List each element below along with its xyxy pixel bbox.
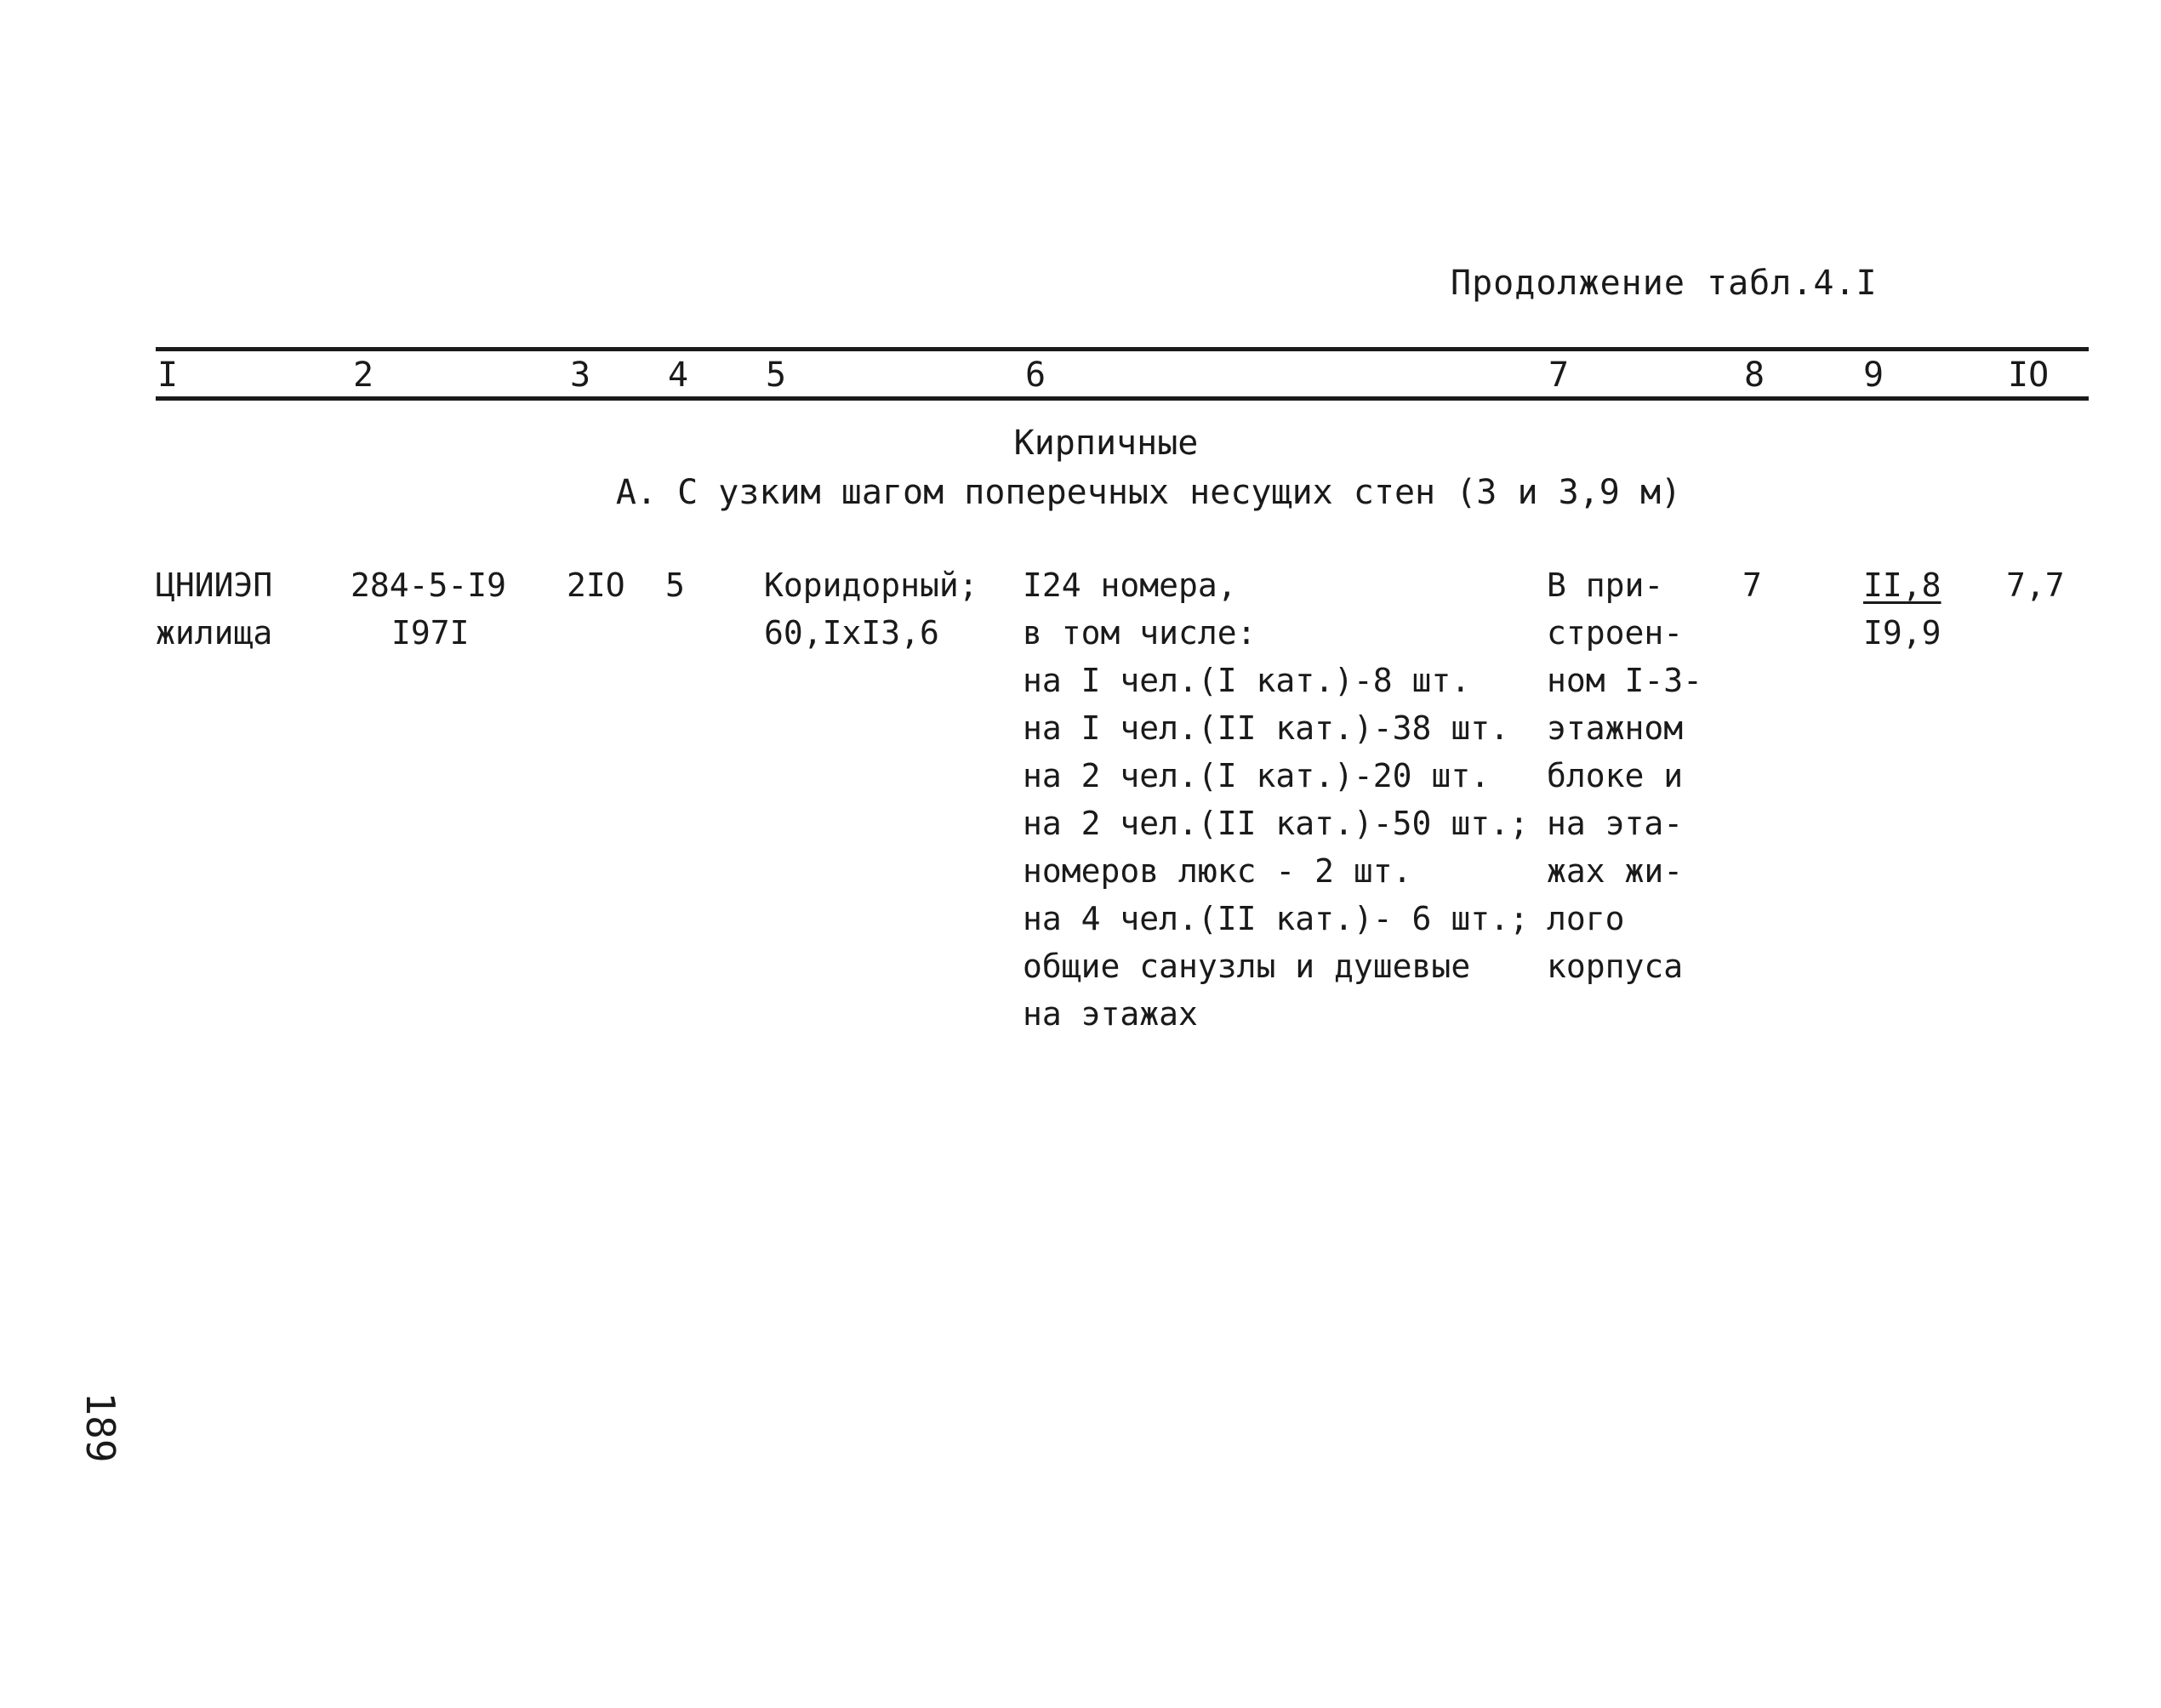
cell-line: жах жи- — [1547, 852, 1684, 890]
cell-fraction-values — [1863, 561, 1941, 657]
cell-room-composition — [1023, 561, 1529, 1038]
cell-line: В при- — [1547, 566, 1664, 604]
cell-column-10: 7,7 — [2006, 566, 2065, 604]
table-header-bottom-rule — [156, 396, 2089, 401]
cell-floors: 5 — [665, 566, 685, 604]
column-number-9: 9 — [1863, 356, 1884, 395]
cell-line: на этажах — [1023, 995, 1198, 1033]
cell-line: I24 номера, — [1023, 566, 1237, 604]
cell-layout-type — [764, 561, 978, 657]
cell-line: в том числе: — [1023, 614, 1257, 652]
cell-organization — [156, 561, 272, 657]
cell-fraction-numerator: II,8 — [1863, 566, 1941, 604]
column-number-6: 6 — [1025, 356, 1046, 395]
cell-line: на 4 чел.(II кат.)- 6 шт.; — [1023, 900, 1529, 937]
column-number-3: 3 — [570, 356, 591, 395]
cell-line: ном I-3- — [1547, 662, 1703, 699]
cell-line: блоке и — [1547, 757, 1684, 794]
cell-line: на I чел.(II кат.)-38 шт. — [1023, 709, 1509, 747]
cell-line: Коридорный; — [764, 566, 978, 604]
column-number-4: 4 — [668, 356, 689, 395]
cell-line: 60,IxI3,6 — [764, 614, 939, 652]
cell-fraction-denominator: I9,9 — [1863, 614, 1941, 652]
cell-line: I97I — [391, 614, 470, 652]
cell-line: на I чел.(I кат.)-8 шт. — [1023, 662, 1471, 699]
cell-line: корпуса — [1547, 948, 1684, 985]
cell-line: на 2 чел.(I кат.)-20 шт. — [1023, 757, 1491, 794]
section-material-heading: Кирпичные — [1013, 424, 1199, 463]
cell-public-premises — [1547, 561, 1702, 990]
cell-project-number — [351, 561, 506, 657]
column-number-10: IO — [2008, 356, 2050, 395]
cell-line: этажном — [1547, 709, 1684, 747]
section-subtitle: А. С узким шагом поперечных несущих стен (3 и 3,9 м) — [615, 473, 1682, 512]
cell-line: жилища — [156, 614, 273, 652]
column-number-8: 8 — [1744, 356, 1765, 395]
cell-line: лого — [1547, 900, 1625, 937]
cell-line: общие санузлы и душевые — [1023, 948, 1471, 985]
cell-line: номеров люкс - 2 шт. — [1023, 852, 1412, 890]
column-number-1: I — [157, 356, 179, 395]
cell-line: ЦНИИЭП — [156, 566, 273, 604]
table-continuation-label: Продолжение табл.4.I — [1451, 264, 1878, 303]
column-number-7: 7 — [1548, 356, 1570, 395]
table-header-top-rule — [156, 347, 2089, 351]
page-number: 189 — [77, 1392, 123, 1463]
cell-line: 284-5-I9 — [351, 566, 507, 604]
cell-line: на 2 чел.(II кат.)-50 шт.; — [1023, 805, 1529, 842]
cell-line: строен- — [1547, 614, 1684, 652]
cell-capacity: 2IO — [567, 566, 625, 604]
cell-column-8: 7 — [1742, 566, 1762, 604]
column-number-2: 2 — [353, 356, 374, 395]
cell-line: на эта- — [1547, 805, 1684, 842]
column-number-5: 5 — [766, 356, 787, 395]
